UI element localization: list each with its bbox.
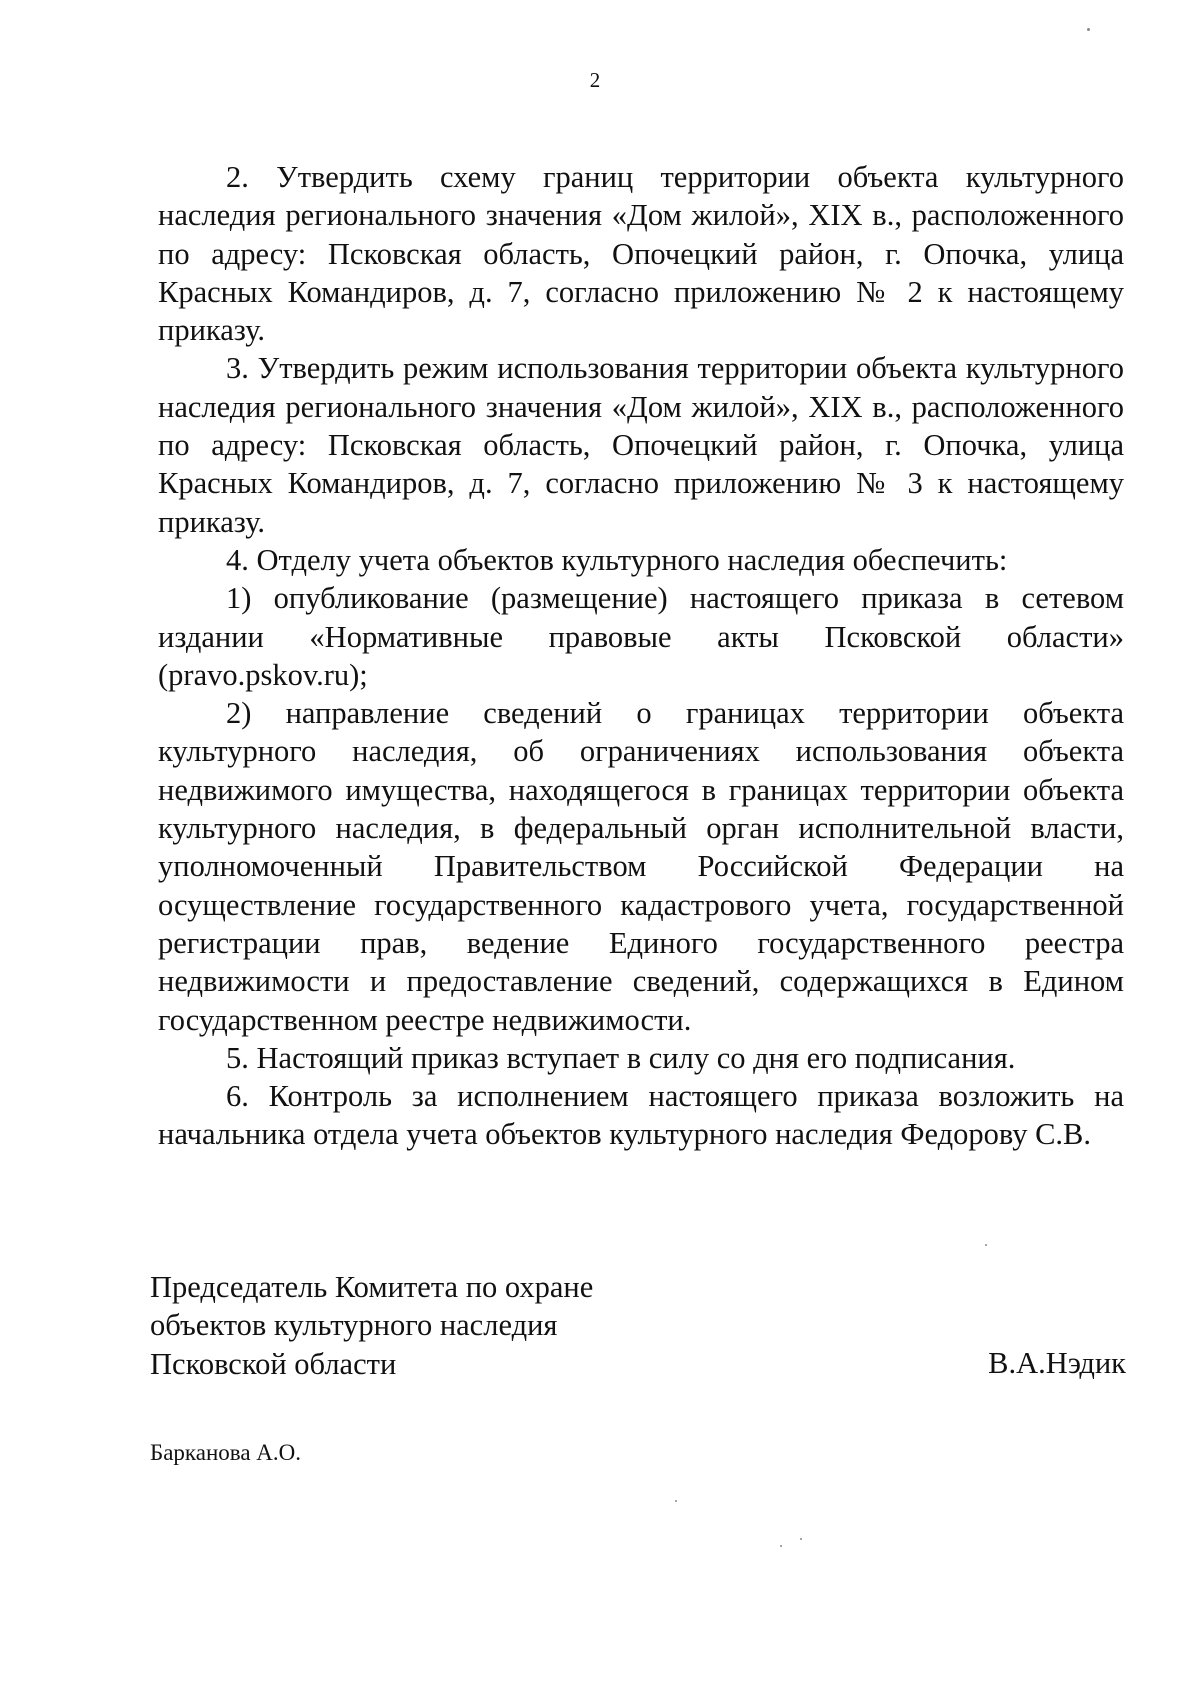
paragraph-item-2: 2. Утвердить схему границ территории объекта культурного наследия регионального значения «Дом жилой», XIX в., расположенного по адресу: Псковская область, Опочецкий район, г. Опочка, улица Красных Командиров, д. 7, согласно приложению № 2 к настоящему приказу.	[158, 160, 1124, 348]
paragraph-item-4: 4. Отделу учета объектов культурного наследия обеспечить:	[226, 542, 1008, 577]
scan-speck	[985, 1244, 987, 1246]
signer-position-line: Псковской области	[150, 1346, 397, 1381]
executor-name: Барканова А.О.	[150, 1440, 301, 1465]
signature-block	[150, 1268, 1126, 1383]
paragraph-item-3: 3. Утвердить режим использования территории объекта культурного наследия регионального значения «Дом жилой», XIX в., расположенного по адресу: Псковская область, Опочецкий район, г. Опочка, улица Красных Командиров, д. 7, согласно приложению № 3 к настоящему приказу.	[158, 351, 1124, 539]
paragraph-subitem-4-1: 1) опубликование (размещение) настоящего приказа в сетевом издании «Нормативные правовые акты Псковской области» (pravo.pskov.ru);	[158, 581, 1124, 692]
page-number: 2	[589, 68, 601, 92]
scan-speck	[800, 1538, 802, 1540]
signer-position	[150, 1268, 1126, 1383]
scan-speck	[780, 1545, 782, 1547]
paragraph-subitem-4-2: 2) направление сведений о границах территории объекта культурного наследия, об ограничениях использования объекта недвижимого имущества, находящегося в границах территории объекта культурного наследия, в федеральный орган исполнительной власти, уполномоченный Правительством Российской Федерации на осуществление государственного кадастрового учета, государственной регистрации прав, ведение Единого государственного реестра недвижимости и предоставление сведений, содержащихся в Едином государственном реестре недвижимости.	[158, 696, 1124, 1037]
signer-position-line: Председатель Комитета по охране	[150, 1270, 594, 1304]
scan-speck	[675, 1500, 677, 1502]
signer-name: В.А.Нэдик	[988, 1346, 1126, 1380]
document-body	[158, 158, 1124, 1154]
paragraph-item-6: 6. Контроль за исполнением настоящего приказа возложить на начальника отдела учета объектов культурного наследия Федорову С.В.	[158, 1079, 1124, 1152]
scan-speck	[1087, 28, 1090, 31]
signer-position-line: объектов культурного наследия	[150, 1308, 558, 1343]
paragraph-item-5: 5. Настоящий приказ вступает в силу со дня его подписания.	[226, 1040, 1016, 1075]
